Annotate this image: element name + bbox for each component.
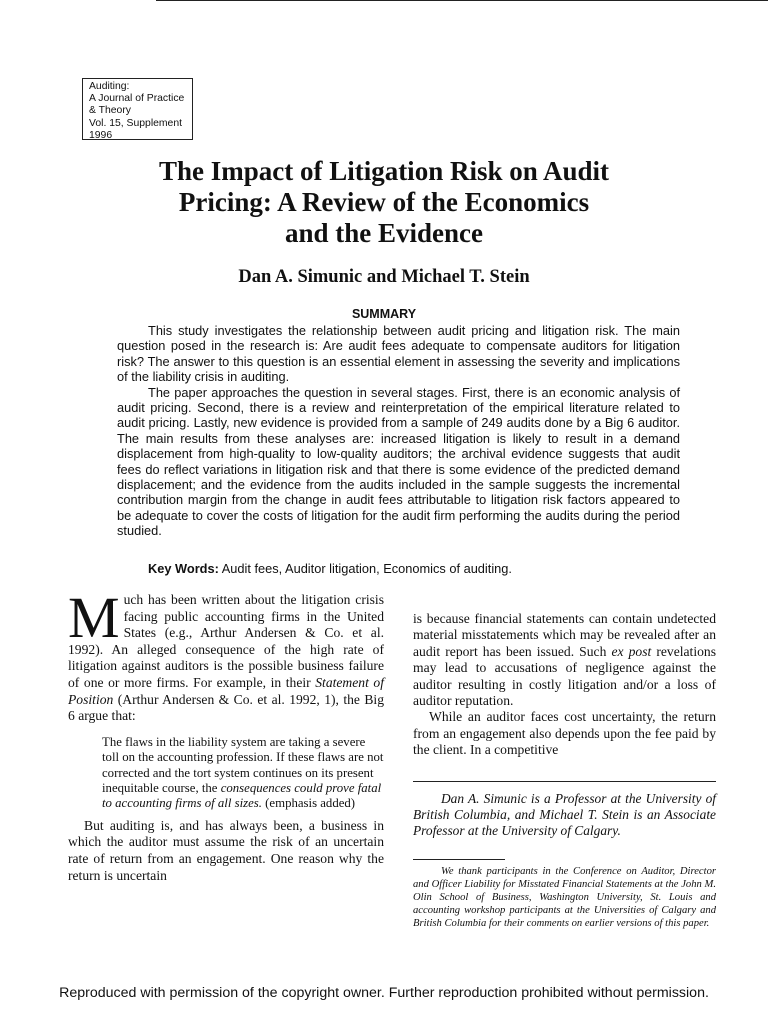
italic-reference: Statement of Position — [68, 674, 384, 707]
paper-title — [100, 156, 668, 249]
body-paragraph-3 — [413, 611, 716, 709]
body-paragraph-2: But auditing is, and has always been, a business in which the auditor must assume the risk of an uncertain rate of return from an engagement. One reason why the return is uncertain — [68, 817, 384, 883]
keywords-label: Key Words: — [148, 561, 219, 576]
copyright-notice: Reproduced with permission of the copyright owner. Further reproduction prohibited without permission. — [59, 985, 709, 1001]
summary-abstract — [117, 323, 680, 539]
quote-text: (emphasis added) — [261, 796, 356, 811]
top-rule — [156, 0, 768, 1]
journal-subtitle-2: & Theory — [89, 105, 131, 117]
journal-name: Auditing: — [89, 81, 130, 92]
body-paragraph-1 — [68, 585, 384, 725]
body-text: revelations may lead to accusations of negligence against the auditor resulting in costly litigation and/or a loss of auditor reputation. — [413, 643, 716, 709]
journal-citation-box — [82, 78, 193, 140]
paper-authors: Dan A. Simunic and Michael T. Stein — [238, 267, 530, 287]
summary-heading: SUMMARY — [351, 307, 417, 321]
body-paragraph-4: While an auditor faces cost uncertainty, the return from an engagement also depends upon the fee paid by the client. In a competitive — [413, 709, 716, 758]
body-column-right — [413, 611, 716, 759]
keywords-value: Audit fees, Auditor litigation, Economics of auditing. — [218, 561, 512, 576]
body-text: (Arthur Andersen & Co. et al. 1992, 1), the Big 6 argue that: — [68, 691, 384, 724]
footnote-divider — [413, 781, 716, 782]
summary-paragraph-1: This study investigates the relationship between audit pricing and litigation risk. The main question posed in the research is: Are audit fees adequate to compensate auditors for litigation risk? The answer to this question is an essential element in assessing the severity and implications of the liability crisis in auditing. — [117, 323, 680, 385]
author-bio-text: Dan A. Simunic is a Professor at the University of British Columbia, and Michael T. Stein is an Associate Professor at the University of Calgary. — [413, 791, 716, 838]
summary-paragraph-2: The paper approaches the question in several stages. First, there is an economic analysis of audit pricing. Second, there is a review and reinterpretation of the empirical literature related to audit pricing. Lastly, new evidence is provided from a sample of 249 audits done by a Big 6 auditor. The main results from these analyses are: increased litigation is likely to result in a demand displacement from high-quality to low-quality auditors; the archival evidence suggests that audit fees do reflect variations in litigation risk and that there is some evidence of the predicted demand displacement; and the evidence from the audits included in the sample suggests the incremental contribution margin from the change in audit fees attributable to litigation risk factors appeared to be adequate to cover the costs of litigation for the audit firm performing the audits during the period studied. — [117, 384, 680, 539]
acknowledgment-divider — [413, 859, 505, 860]
acknowledgment — [413, 866, 716, 931]
journal-volume: Vol. 15, Supplement — [89, 117, 183, 129]
author-bio — [413, 791, 716, 838]
body-text: uch has been written about the litigation crisis facing public accounting firms in the United States (e.g., Arthur Andersen & Co. et al. 1992). An alleged consequence of the high rate of litigation against auditors is the possible business failure of one or more firms. For example, in their — [68, 592, 384, 690]
title-line-2: Pricing: A Review of the Economics — [178, 187, 590, 217]
block-quote — [102, 735, 384, 812]
journal-subtitle: A Journal of Practice — [89, 93, 185, 105]
body-text: is because financial statements can contain undetected material misstatements which may be revealed after an audit report has been issued. Such — [413, 611, 716, 659]
acknowledgment-text: We thank participants in the Conference on Auditor, Director and Officer Liability for Misstated Financial Statements at the John M. Olin School of Business, Washington University, St. Louis and accounting workshop participants at the Universities of Calgary and British Columbia for their comments on earlier versions of this paper. — [413, 866, 716, 929]
keywords — [148, 561, 708, 576]
quote-emphasis: consequences could prove fatal to accounting firms of all sizes. — [102, 780, 382, 811]
title-line-3: and the Evidence — [284, 218, 484, 248]
italic-term: ex post — [611, 643, 652, 659]
title-line-1: The Impact of Litigation Risk on Audit — [158, 156, 610, 186]
quote-text: The flaws in the liability system are taking a severe toll on the accounting profession. If these flaws are not corrected and the tort system continues on its present inequitable course, the — [102, 734, 384, 795]
journal-year: 1996 — [89, 129, 113, 141]
body-column-left — [68, 585, 384, 884]
drop-cap: M — [68, 585, 120, 650]
